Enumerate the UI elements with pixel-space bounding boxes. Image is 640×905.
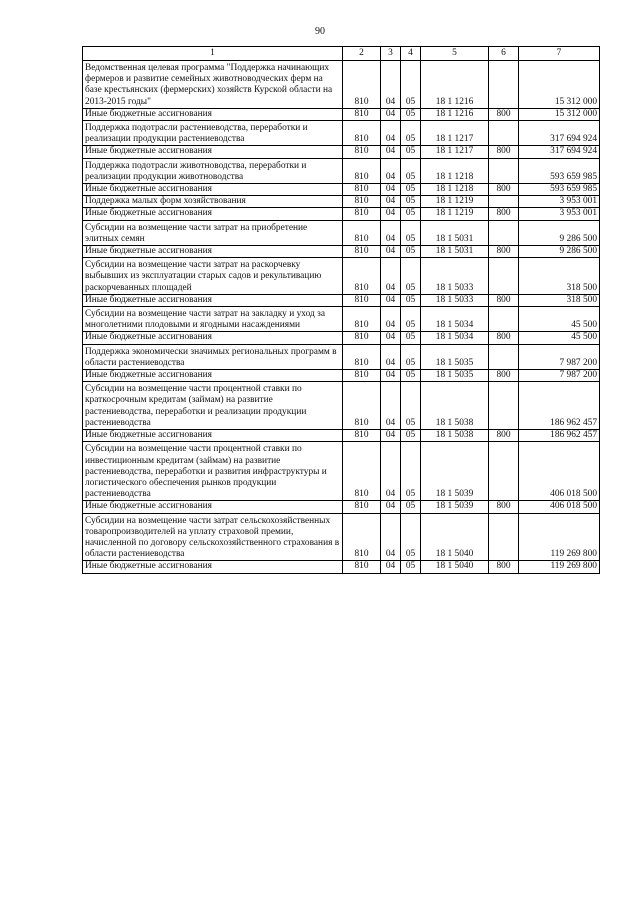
cell-section: 04 [381,382,401,430]
cell-section: 04 [381,294,401,306]
budget-table [82,46,600,574]
cell-expense-type [489,196,519,208]
cell-subsection: 05 [401,344,421,369]
cell-target-article: 18 1 5035 [421,370,489,382]
cell-section: 04 [381,61,401,109]
cell-section: 04 [381,121,401,146]
cell-subsection: 05 [401,370,421,382]
table-row [83,146,600,158]
cell-administrator-code: 810 [343,108,381,120]
cell-amount: 15 312 000 [519,61,600,109]
cell-section: 04 [381,108,401,120]
cell-target-article: 18 1 5031 [421,246,489,258]
cell-section: 04 [381,146,401,158]
cell-subsection: 05 [401,108,421,120]
table-row [83,513,600,561]
cell-expense-type: 800 [489,332,519,344]
cell-target-article: 18 1 5033 [421,294,489,306]
cell-expense-type: 800 [489,430,519,442]
cell-expense-type [489,344,519,369]
cell-administrator-code: 810 [343,61,381,109]
cell-target-article: 18 1 5038 [421,430,489,442]
cell-expense-type [489,220,519,245]
cell-target-article: 18 1 5039 [421,501,489,513]
cell-administrator-code: 810 [343,146,381,158]
cell-administrator-code: 810 [343,561,381,573]
table-row [83,258,600,295]
cell-amount: 15 312 000 [519,108,600,120]
cell-amount: 7 987 200 [519,370,600,382]
cell-administrator-code: 810 [343,294,381,306]
cell-name: Субсидии на возмещение части процентной ставки по инвестиционным кредитам (займам) на развитие растениеводства, переработки и развития инфраструктуры и логистического обеспечения рынков продукции растениеводства [83,442,343,501]
cell-expense-type: 800 [489,294,519,306]
cell-administrator-code: 810 [343,184,381,196]
cell-section: 04 [381,513,401,561]
table-row [83,158,600,183]
table-row [83,220,600,245]
cell-subsection: 05 [401,121,421,146]
cell-name: Поддержка подотрасли растениеводства, переработки и реализации продукции растениеводства [83,121,343,146]
cell-target-article: 18 1 1219 [421,196,489,208]
cell-name: Иные бюджетные ассигнования [83,184,343,196]
cell-expense-type [489,442,519,501]
cell-target-article: 18 1 5034 [421,332,489,344]
cell-target-article: 18 1 1218 [421,184,489,196]
cell-amount: 317 694 924 [519,146,600,158]
cell-amount: 119 269 800 [519,513,600,561]
cell-target-article: 18 1 5039 [421,442,489,501]
cell-administrator-code: 810 [343,307,381,332]
cell-administrator-code: 810 [343,370,381,382]
cell-subsection: 05 [401,158,421,183]
cell-expense-type [489,258,519,295]
cell-name: Поддержка подотрасли животноводства, переработки и реализации продукции животноводства [83,158,343,183]
cell-section: 04 [381,561,401,573]
cell-amount: 186 962 457 [519,382,600,430]
table-row [83,196,600,208]
cell-administrator-code: 810 [343,430,381,442]
cell-name: Субсидии на возмещение части затрат на приобретение элитных семян [83,220,343,245]
cell-subsection: 05 [401,196,421,208]
table-row [83,442,600,501]
cell-name: Ведомственная целевая программа "Поддержка начинающих фермеров и развитие семейных животноводческих ферм на базе крестьянских (фермерских) хозяйств Курской области на 2013-2015 годы" [83,61,343,109]
cell-subsection: 05 [401,430,421,442]
cell-target-article: 18 1 5038 [421,382,489,430]
cell-expense-type [489,121,519,146]
cell-section: 04 [381,158,401,183]
cell-amount: 3 953 001 [519,196,600,208]
cell-amount: 318 500 [519,294,600,306]
header-col-4: 4 [401,47,421,61]
cell-amount: 45 500 [519,307,600,332]
cell-expense-type: 800 [489,108,519,120]
table-row [83,307,600,332]
cell-target-article: 18 1 1217 [421,146,489,158]
cell-subsection: 05 [401,294,421,306]
cell-amount: 318 500 [519,258,600,295]
cell-section: 04 [381,501,401,513]
cell-administrator-code: 810 [343,196,381,208]
cell-subsection: 05 [401,146,421,158]
cell-section: 04 [381,307,401,332]
cell-expense-type: 800 [489,146,519,158]
cell-amount: 317 694 924 [519,121,600,146]
cell-administrator-code: 810 [343,501,381,513]
cell-subsection: 05 [401,258,421,295]
table-row [83,184,600,196]
cell-subsection: 05 [401,61,421,109]
cell-target-article: 18 1 5031 [421,220,489,245]
cell-amount: 593 659 985 [519,158,600,183]
cell-subsection: 05 [401,220,421,245]
header-col-3: 3 [381,47,401,61]
cell-section: 04 [381,246,401,258]
cell-section: 04 [381,220,401,245]
table-row [83,501,600,513]
cell-administrator-code: 810 [343,442,381,501]
cell-amount: 406 018 500 [519,501,600,513]
cell-name: Иные бюджетные ассигнования [83,430,343,442]
header-col-5: 5 [421,47,489,61]
cell-name: Иные бюджетные ассигнования [83,208,343,220]
cell-name: Иные бюджетные ассигнования [83,108,343,120]
page-number: 90 [315,26,325,37]
cell-expense-type [489,158,519,183]
table-row [83,208,600,220]
cell-administrator-code: 810 [343,258,381,295]
cell-expense-type: 800 [489,184,519,196]
table-row [83,344,600,369]
cell-target-article: 18 1 1219 [421,208,489,220]
header-col-6: 6 [489,47,519,61]
cell-target-article: 18 1 1216 [421,61,489,109]
cell-target-article: 18 1 1217 [421,121,489,146]
cell-amount: 406 018 500 [519,442,600,501]
cell-subsection: 05 [401,501,421,513]
cell-amount: 9 286 500 [519,220,600,245]
cell-amount: 3 953 001 [519,208,600,220]
cell-subsection: 05 [401,332,421,344]
cell-name: Поддержка экономически значимых региональных программ в области растениеводства [83,344,343,369]
cell-subsection: 05 [401,513,421,561]
cell-name: Иные бюджетные ассигнования [83,370,343,382]
cell-subsection: 05 [401,246,421,258]
cell-subsection: 05 [401,184,421,196]
cell-name: Иные бюджетные ассигнования [83,246,343,258]
cell-administrator-code: 810 [343,382,381,430]
cell-name: Иные бюджетные ассигнования [83,501,343,513]
cell-section: 04 [381,442,401,501]
table-row [83,332,600,344]
header-row [83,47,600,61]
cell-name: Иные бюджетные ассигнования [83,561,343,573]
table-row [83,108,600,120]
cell-administrator-code: 810 [343,246,381,258]
cell-section: 04 [381,332,401,344]
cell-subsection: 05 [401,307,421,332]
table-row [83,61,600,109]
cell-administrator-code: 810 [343,158,381,183]
cell-expense-type [489,513,519,561]
cell-section: 04 [381,208,401,220]
cell-name: Поддержка малых форм хозяйствования [83,196,343,208]
table-row [83,561,600,573]
cell-section: 04 [381,258,401,295]
cell-name: Иные бюджетные ассигнования [83,332,343,344]
cell-administrator-code: 810 [343,344,381,369]
cell-target-article: 18 1 5040 [421,561,489,573]
table-row [83,370,600,382]
cell-expense-type: 800 [489,501,519,513]
cell-section: 04 [381,196,401,208]
cell-administrator-code: 810 [343,220,381,245]
cell-name: Субсидии на возмещение части затрат на закладку и уход за многолетними плодовыми и ягодными насаждениями [83,307,343,332]
cell-administrator-code: 810 [343,208,381,220]
cell-name: Субсидии на возмещение части затрат сельскохозяйственных товаропроизводителей на уплату страховой премии, начисленной по договору сельскохозяйственного страхования в области растениеводства [83,513,343,561]
cell-target-article: 18 1 1216 [421,108,489,120]
cell-subsection: 05 [401,208,421,220]
cell-subsection: 05 [401,382,421,430]
cell-name: Иные бюджетные ассигнования [83,146,343,158]
cell-section: 04 [381,344,401,369]
cell-section: 04 [381,430,401,442]
cell-target-article: 18 1 1218 [421,158,489,183]
header-col-2: 2 [343,47,381,61]
cell-amount: 9 286 500 [519,246,600,258]
cell-expense-type [489,382,519,430]
cell-subsection: 05 [401,442,421,501]
cell-amount: 45 500 [519,332,600,344]
cell-expense-type [489,61,519,109]
table-row [83,294,600,306]
cell-target-article: 18 1 5035 [421,344,489,369]
cell-expense-type: 800 [489,370,519,382]
cell-expense-type: 800 [489,208,519,220]
cell-section: 04 [381,184,401,196]
cell-administrator-code: 810 [343,513,381,561]
cell-amount: 186 962 457 [519,430,600,442]
cell-section: 04 [381,370,401,382]
cell-expense-type [489,307,519,332]
table-row [83,246,600,258]
cell-administrator-code: 810 [343,332,381,344]
table-row [83,121,600,146]
cell-expense-type: 800 [489,246,519,258]
cell-subsection: 05 [401,561,421,573]
cell-target-article: 18 1 5033 [421,258,489,295]
cell-administrator-code: 810 [343,121,381,146]
cell-expense-type: 800 [489,561,519,573]
cell-name: Иные бюджетные ассигнования [83,294,343,306]
cell-amount: 593 659 985 [519,184,600,196]
cell-name: Субсидии на возмещение части затрат на раскорчевку выбывших из эксплуатации старых садов и рекультивацию раскорчеванных площадей [83,258,343,295]
table-row [83,430,600,442]
header-col-7: 7 [519,47,600,61]
table-row [83,382,600,430]
header-col-1: 1 [83,47,343,61]
cell-name: Субсидии на возмещение части процентной ставки по краткосрочным кредитам (займам) на развитие растениеводства, переработки и реализации продукции растениеводства [83,382,343,430]
cell-target-article: 18 1 5034 [421,307,489,332]
cell-target-article: 18 1 5040 [421,513,489,561]
cell-amount: 119 269 800 [519,561,600,573]
cell-amount: 7 987 200 [519,344,600,369]
